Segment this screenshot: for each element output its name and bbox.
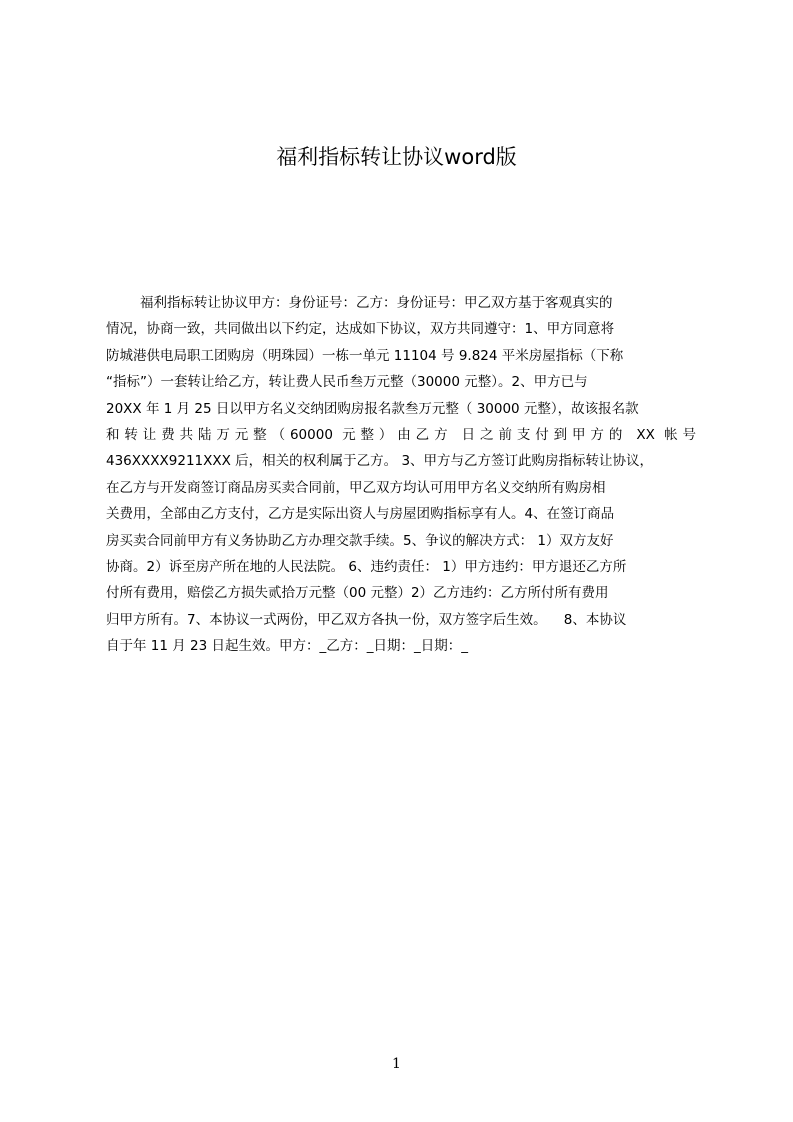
body-line: 和转让费共陆万元整（60000 元整）由乙方 日之前支付到甲方的 XX 帐号 (106, 426, 696, 443)
document-title: 福利指标转让协议word版 (276, 145, 517, 169)
body-line: 关费用，全部由乙方支付，乙方是实际出资人与房屋团购指标享有人。4、在签订商品 (106, 506, 615, 523)
body-line: 436XXXX9211XXX 后，相关的权利属于乙方。 3、甲方与乙方签订此购房指标转让协议， (106, 453, 654, 470)
body-line: 协商。2）诉至房产所在地的人民法院。 6、违约责任： 1）甲方违约：甲方退还乙方所 (106, 558, 627, 575)
body-line: 付所有费用，赔偿乙方损失贰拾万元整（00 元整）2）乙方违约：乙方所付所有费用 (106, 585, 609, 602)
body-line: 自于年 11 月 23 日起生效。甲方：_乙方：_日期：_日期：_ (106, 638, 469, 655)
body-line: 房买卖合同前甲方有义务协助乙方办理交款手续。5、争议的解决方式： 1）双方友好 (106, 532, 614, 549)
body-line: 20XX 年 1 月 25 日以甲方名义交纳团购房报名款叁万元整（ 30000 元整），故该报名款 (106, 400, 639, 417)
page-number: 1 (392, 1056, 401, 1072)
document-body (106, 290, 696, 659)
body-line: 在乙方与开发商签订商品房买卖合同前，甲乙双方均认可用甲方名义交纳所有购房相 (106, 479, 606, 496)
body-line: 福利指标转让协议甲方：身份证号：乙方：身份证号：甲乙双方基于客观真实的 (140, 295, 613, 311)
body-line: 归甲方所有。7、本协议一式两份，甲乙双方各执一份，双方签字后生效。 8、本协议 (106, 611, 627, 628)
body-line: 情况，协商一致，共同做出以下约定，达成如下协议，双方共同遵守：1、甲方同意将 (106, 321, 615, 338)
body-line: 防城港供电局职工团购房（明珠园）一栋一单元 11104 号 9.824 平米房屋指标（下称 (106, 347, 624, 364)
body-line: “指标”）一套转让给乙方，转让费人民币叁万元整（30000 元整）。2、甲方已与 (106, 374, 588, 391)
